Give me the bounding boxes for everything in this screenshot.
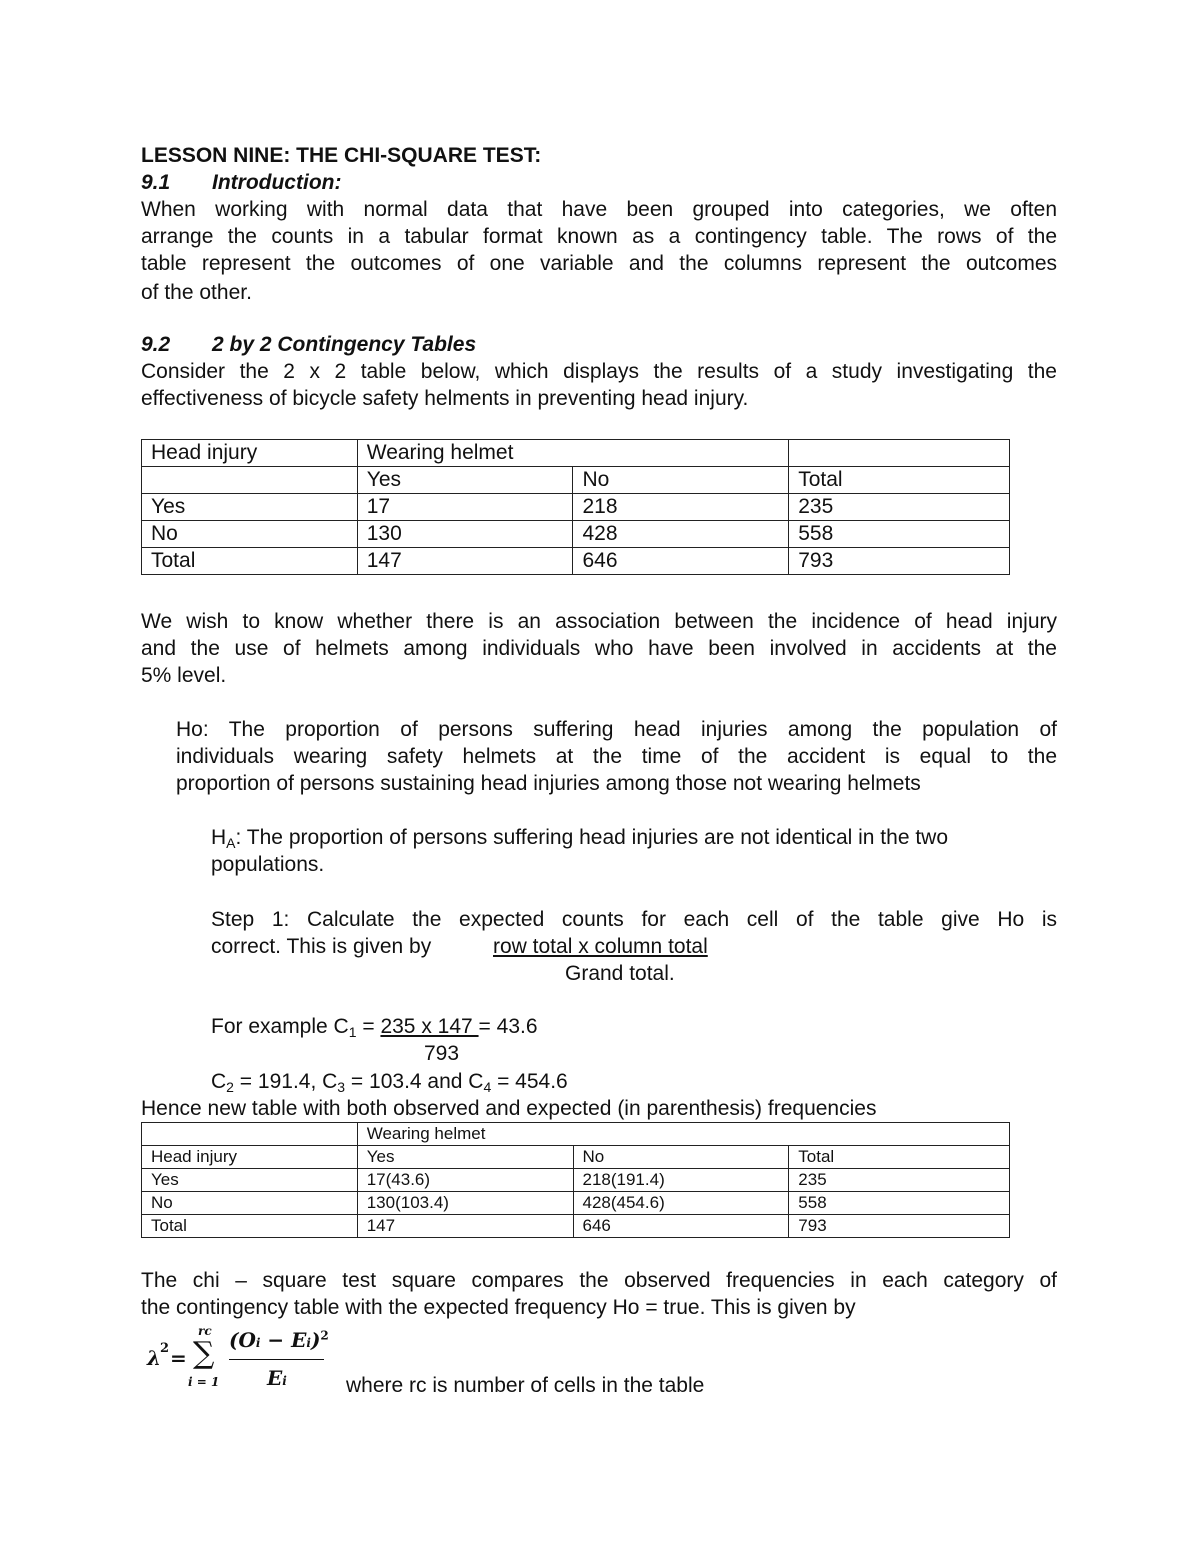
table2-header-wearing-helmet: Wearing helmet	[357, 1123, 1009, 1146]
table2-cell: 428(454.6)	[573, 1192, 789, 1215]
ha-line-2: populations.	[211, 853, 325, 876]
formula-equals: =	[170, 1346, 187, 1370]
step1-line-2: correct. This is given by	[211, 935, 432, 958]
example-equals: =	[356, 1015, 381, 1038]
table2-row-label: No	[142, 1192, 358, 1215]
section-9-1-number: 9.1	[141, 171, 171, 194]
c4-value: = 454.6	[491, 1070, 568, 1093]
formula-fraction-bar	[229, 1359, 324, 1360]
wish-line-3: 5% level.	[141, 664, 227, 687]
table2-col-no: No	[573, 1146, 789, 1169]
table2-cell: 235	[789, 1169, 1010, 1192]
table1-cell: 218	[573, 494, 789, 521]
table-row	[142, 1215, 1010, 1238]
c3-subscript: 3	[337, 1079, 346, 1095]
table1-header-blank	[789, 440, 1010, 467]
formula-close: )	[310, 1328, 321, 1352]
formula-num-exponent: 2	[320, 1328, 329, 1343]
formula-e-sub: i	[306, 1336, 311, 1350]
table2-cell: 646	[573, 1215, 789, 1238]
table1-cell: 793	[789, 548, 1010, 575]
table-row	[142, 521, 1010, 548]
table1-cell: 147	[357, 548, 573, 575]
table1-cell: 428	[573, 521, 789, 548]
table2-row-label: Yes	[142, 1169, 358, 1192]
table1-cell: 130	[357, 521, 573, 548]
chi-line-1: The chi – square test square compares the observed frequencies in each category of	[141, 1269, 1057, 1292]
example-denominator: 793	[424, 1042, 460, 1065]
contingency-table-observed	[141, 439, 1010, 575]
hence-line: Hence new table with both observed and expected (in parenthesis) frequencies	[141, 1097, 877, 1120]
c2-value: = 191.4, C	[233, 1070, 338, 1093]
table1-row-label: No	[142, 521, 358, 548]
ho-line-3: proportion of persons sustaining head injuries among those not wearing helmets	[176, 772, 921, 795]
table1-row-label: Yes	[142, 494, 358, 521]
contingency-table-expected	[141, 1122, 1010, 1238]
intro-line-2: arrange the counts in a tabular format known as a contingency table. The rows of the	[141, 225, 1057, 248]
c2-subscript: 2	[226, 1079, 234, 1095]
table1-col-no: No	[573, 467, 789, 494]
table1-header-head-injury: Head injury	[142, 440, 358, 467]
ha-subscript: A	[226, 835, 236, 851]
section-9-2-title: 2 by 2 Contingency Tables	[212, 333, 477, 356]
chi-line-2: the contingency table with the expected frequency Ho = true. This is given by	[141, 1296, 856, 1319]
step1-line-1: Step 1: Calculate the expected counts for each cell of the table give Ho is	[211, 908, 1057, 931]
wish-line-2: and the use of helmets among individuals who have been involved in accidents at the	[141, 637, 1057, 660]
formula-lambda-exponent: 2	[160, 1341, 170, 1356]
intro-line-4: of the other.	[141, 281, 252, 304]
formula-o-sub: i	[255, 1336, 261, 1350]
c3-value: = 103.4 and C	[345, 1070, 484, 1093]
formula-minus-e: − E	[260, 1328, 307, 1352]
formula-sigma: ∑	[193, 1336, 215, 1371]
c-values-line	[211, 1068, 568, 1097]
table-row	[142, 1169, 1010, 1192]
table2-cell: 130(103.4)	[357, 1192, 573, 1215]
formula-open-o: (O	[229, 1328, 256, 1352]
table2-col-yes: Yes	[357, 1146, 573, 1169]
table1-cell: 646	[573, 548, 789, 575]
table2-col-head-injury: Head injury	[142, 1146, 358, 1169]
table1-col-yes: Yes	[357, 467, 573, 494]
table2-cell: 17(43.6)	[357, 1169, 573, 1192]
c4-subscript: 4	[483, 1079, 492, 1095]
table1-cell: 235	[789, 494, 1010, 521]
table2-cell: 147	[357, 1215, 573, 1238]
step1-denominator: Grand total.	[565, 962, 675, 985]
formula-lambda: λ	[147, 1346, 162, 1370]
table-row	[142, 548, 1010, 575]
table1-subheader-blank	[142, 467, 358, 494]
consider-line-2: effectiveness of bicycle safety helments in preventing head injury.	[141, 387, 749, 410]
table2-cell: 558	[789, 1192, 1010, 1215]
ha-prefix: H	[211, 826, 227, 849]
ha-line-1	[211, 824, 948, 853]
ho-line-2: individuals wearing safety helmets at the time of the accident is equal to the	[176, 745, 1057, 768]
table2-header-blank	[142, 1123, 358, 1146]
chi-square-formula	[143, 1320, 343, 1400]
table1-col-total: Total	[789, 467, 1010, 494]
formula-den-e: E	[267, 1366, 283, 1390]
example-result: = 43.6	[478, 1015, 538, 1038]
table1-cell: 558	[789, 521, 1010, 548]
c2-label: C	[211, 1070, 227, 1093]
consider-line-1: Consider the 2 x 2 table below, which displays the results of a study investigating the	[141, 360, 1057, 383]
formula-numerator	[229, 1328, 329, 1352]
section-9-1-title: Introduction:	[212, 171, 342, 194]
formula-denominator	[267, 1366, 287, 1390]
table2-cell: 218(191.4)	[573, 1169, 789, 1192]
table2-row-label: Total	[142, 1215, 358, 1238]
table1-header-wearing-helmet: Wearing helmet	[357, 440, 788, 467]
example-numerator: 235 x 147	[380, 1015, 479, 1038]
formula-den-sub: i	[282, 1374, 287, 1388]
section-9-2-number: 9.2	[141, 333, 171, 356]
wish-line-1: We wish to know whether there is an association between the incidence of head injury	[141, 610, 1057, 633]
formula-upper-limit: rc	[198, 1324, 212, 1338]
intro-line-1: When working with normal data that have been grouped into categories, we often	[141, 198, 1057, 221]
table1-cell: 17	[357, 494, 573, 521]
intro-line-3: table represent the outcomes of one variable and the columns represent the outcomes	[141, 252, 1057, 275]
example-line	[211, 1013, 538, 1042]
table2-cell: 793	[789, 1215, 1010, 1238]
formula-where: where rc is number of cells in the table	[346, 1374, 705, 1397]
ha-text: : The proportion of persons suffering head injuries are not identical in the two	[235, 826, 949, 849]
table-row	[142, 494, 1010, 521]
formula-lower-limit: i = 1	[188, 1375, 220, 1389]
ho-line-1: Ho: The proportion of persons suffering head injuries among the population of	[176, 718, 1057, 741]
step1-numerator: row total x column total	[493, 935, 708, 958]
table-row	[142, 1192, 1010, 1215]
lesson-heading: LESSON NINE: THE CHI-SQUARE TEST:	[141, 144, 542, 167]
example-subscript: 1	[348, 1024, 357, 1040]
example-prefix: For example C	[211, 1015, 349, 1038]
table2-col-total: Total	[789, 1146, 1010, 1169]
table1-row-label: Total	[142, 548, 358, 575]
